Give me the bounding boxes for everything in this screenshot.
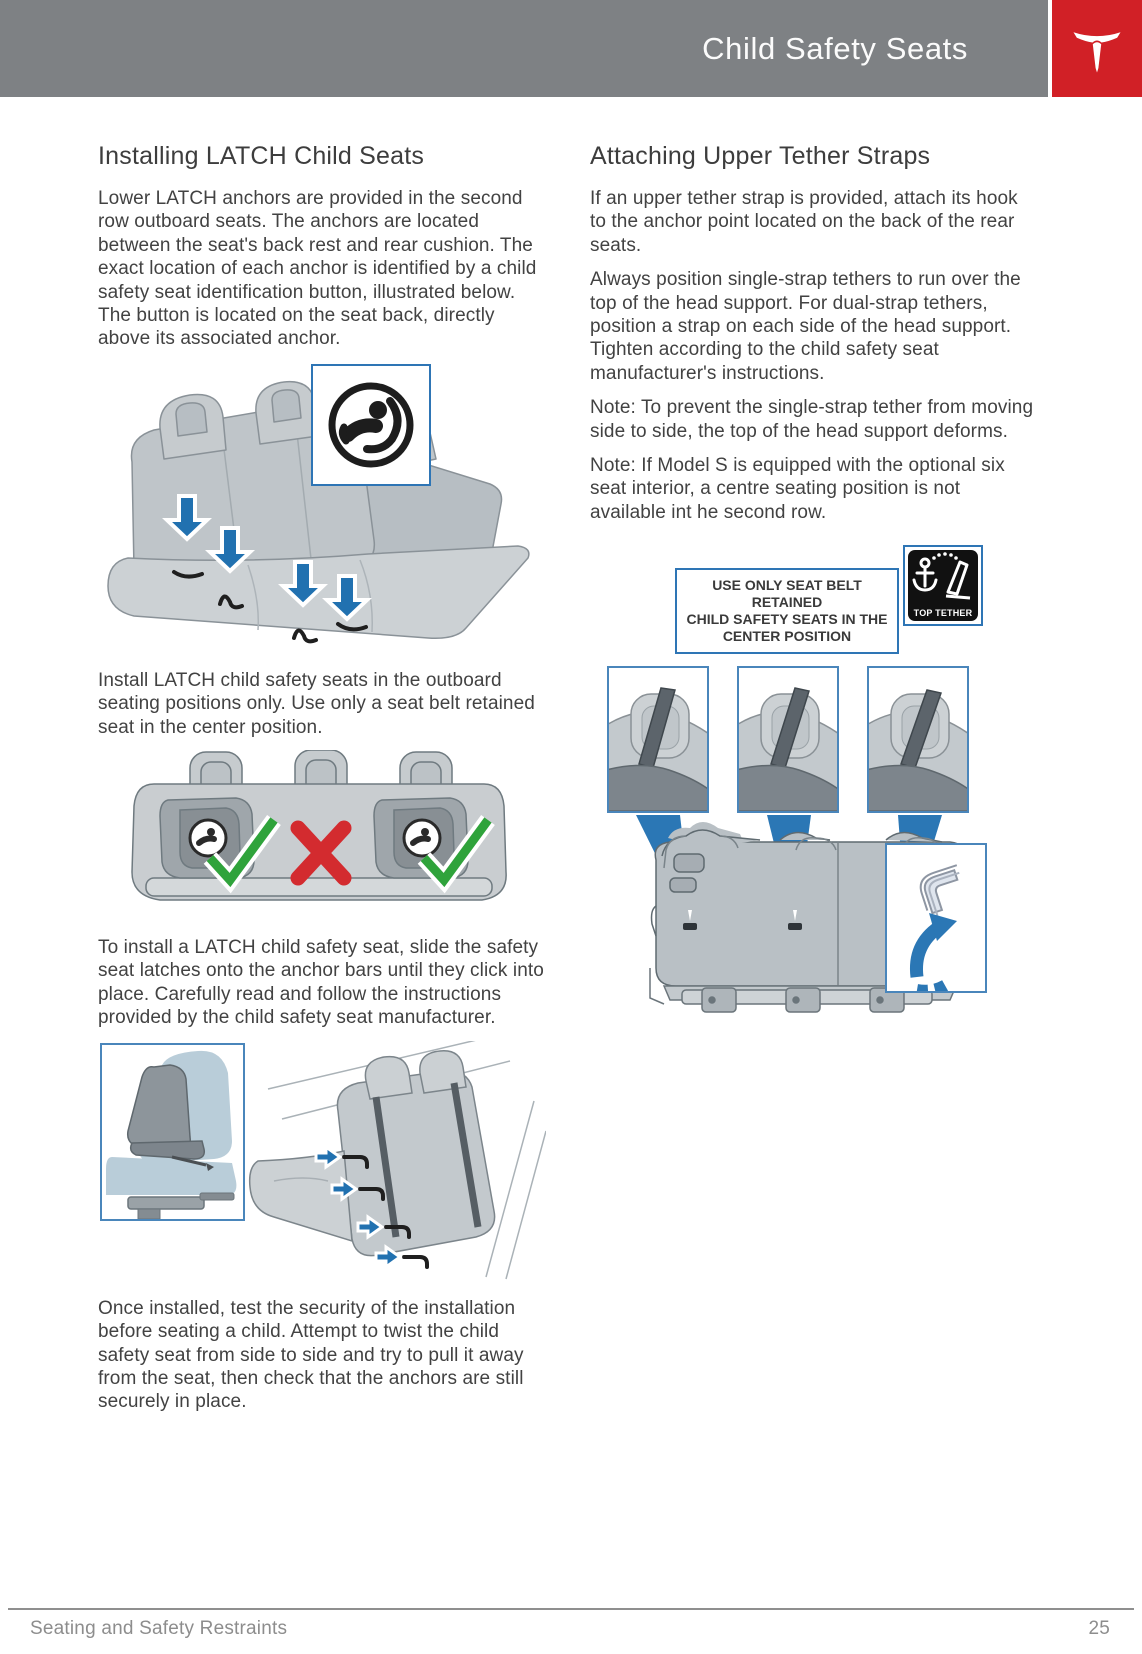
rear-seat-perspective-illustration — [248, 1041, 546, 1281]
footer-page-number: 25 — [1088, 1618, 1110, 1639]
child-seat-symbol-icon — [321, 375, 421, 475]
page-title: Child Safety Seats — [702, 30, 968, 66]
paragraph-install-slide: To install a LATCH child safety seat, slide the safety seat latches onto the anchor bars until they click into place. Carefully read and follow the instructions provided by the child safety seat manufacturer. — [98, 937, 544, 1029]
figure-upper-tether — [590, 538, 1038, 1020]
tether-hook-inset — [885, 843, 987, 993]
note-six-seat: Note: If Model S is equipped with the optional six seat interior, a centre seating position is not available int he second row. — [590, 455, 1005, 523]
headrest-strap-illustration — [609, 668, 707, 811]
figure-slide-onto-anchors — [98, 1041, 546, 1281]
tether-anchor-slot — [788, 923, 802, 930]
paragraph-tether-hook: If an upper tether strap is provided, attach its hook to the anchor point located on the back of the rear seats. — [590, 188, 1018, 256]
paragraph-latch-anchors: Lower LATCH anchors are provided in the second row outboard seats. The anchors are located between the seat's back rest and rear cushion. The exact location of each anchor is identified by a child safety seat identification button, illustrated below. The button is located on the seat back, directly above its associated anchor. — [98, 188, 537, 350]
anchor-bar-hook-icon — [404, 1257, 427, 1267]
top-tether-label: TOP TETHER — [913, 608, 973, 619]
headrest-strap-inset — [737, 666, 839, 813]
seat-profile-inset — [100, 1043, 245, 1221]
footer-section-title: Seating and Safety Restraints — [30, 1618, 288, 1639]
tesla-logo — [1052, 0, 1142, 97]
note-single-strap: Note: To prevent the single-strap tether from moving side to side, the top of the head support deforms. — [590, 397, 1034, 442]
headrest-strap-inset — [867, 666, 969, 813]
heading-installing-latch: Installing LATCH Child Seats — [98, 142, 425, 170]
right-column — [590, 142, 1038, 1020]
seat-position-check-illustration — [98, 750, 546, 922]
figure-latch-anchor-locations — [98, 362, 546, 647]
tether-anchor-slot — [683, 923, 697, 930]
paragraph-tether-position: Always position single-strap tethers to run over the top of the head support. For dual-strap tethers, position a strap on each side of the head support. Tighten according to the child safety seat manufacturer's instructions. — [590, 269, 1021, 384]
caption-line: CHILD SAFETY SEATS IN THE — [686, 611, 888, 628]
caption-center-position — [675, 568, 899, 654]
heading-upper-tether: Attaching Upper Tether Straps — [590, 142, 931, 170]
footer-rule — [8, 1608, 1134, 1610]
seat-profile-illustration — [102, 1045, 243, 1219]
paragraph-test-security: Once installed, test the security of the installation before seating a child. Attempt to twist the child safety seat from side to side and try to pull it away from the seat, then check that the anchors are still securely in place. — [98, 1297, 524, 1413]
top-tether-badge — [903, 545, 983, 626]
headrest-strap-illustration — [869, 668, 967, 811]
tether-hook-illustration — [887, 845, 985, 991]
anchor-hook-icon — [294, 630, 316, 641]
headrest-strap-illustration — [739, 668, 837, 811]
headrest-strap-inset — [607, 666, 709, 813]
caption-line: USE ONLY SEAT BELT RETAINED — [712, 577, 862, 611]
paragraph-outboard-only: Install LATCH child safety seats in the outboard seating positions only. Use only a seat belt retained seat in the center position. — [98, 669, 535, 738]
tesla-logo-icon — [1069, 21, 1125, 77]
top-tether-icon — [908, 550, 978, 602]
caption-line: CENTER POSITION — [722, 628, 852, 645]
header-bar — [0, 0, 1048, 97]
left-column — [98, 142, 546, 1425]
child-seat-symbol-box — [311, 364, 431, 486]
figure-latch-position-check — [98, 750, 546, 922]
page-footer — [30, 1618, 1110, 1640]
